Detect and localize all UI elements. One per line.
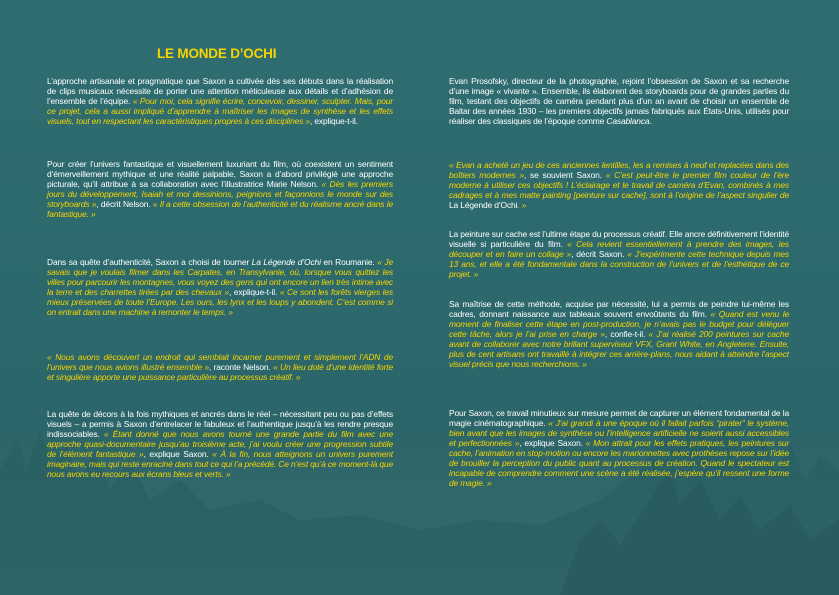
quote: « Dès les premiers jours du développement, Isaiah et moi dessinions, peignions et façonnions le monde sur des storyboards » — [47, 179, 393, 210]
quote: « Cela revient essentiellement à prendre des images, les découper et en faire un collage » — [449, 239, 789, 260]
text: en Roumanie. — [320, 257, 378, 267]
text: L’approche artisanale et pragmatique que Saxon a cultivée dès ses débuts dans la réalisation de clips musicaux nécessite de porter une attention méticuleuse aux détails et d’adhésion de l’ensemble de l’équipe. — [47, 76, 393, 107]
text: , explique-t-il. — [309, 116, 358, 127]
paragraph — [449, 299, 789, 369]
paragraph — [47, 76, 393, 126]
text: Evan Prosofsky, directeur de la photographie, rejoint l’obsession de Saxon et sa recherche d’une image « vivante ». Ensemble, ils élaborent des storyboards pour de grandes parties du film, testant des objectifs de caméra pendant plus d’un an avant de choisir un ensemble de Baltar des années 1930 – les premiers objectifs jamais fabriqués aux États-Unis, utilisés pour réaliser des classiques de l’époque comme — [449, 76, 789, 127]
text: , explique-t-il. — [228, 287, 280, 298]
text: Pour créer l’univers fantastique et visuellement luxuriant du film, où coexistent un sentiment d’émerveillement mythique et une réalité palpable, Saxon a d’abord privilégié une approche picturale, qu’il attribue à sa collaboration avec l’illustratrice Marie Nelson. — [47, 159, 393, 190]
quote: « Pour moi, cela signifie écrire, concevoir, dessiner, sculpter. Mais, pour ce projet, cela a aussi impliqué d’apprendre à maîtriser les images de synthèse et les effets visuels, tout en respectant les caractéristiques propres à ces disciplines » — [47, 96, 393, 127]
text: Sa maîtrise de cette méthode, acquise par nécessité, lui a permis de peindre lui-même les cadres, donnant naissance aux tableaux souvent envoûtants du film. — [449, 299, 789, 320]
film-title: La Légende d’Ochi — [449, 200, 518, 211]
quote: « J’expérimente cette technique depuis mes 13 ans, et elle a été fondamentale dans la construction de l’univers et de l’esthétique de ce projet. » — [449, 249, 789, 280]
film-title: Casablanca — [606, 116, 650, 127]
text: Pour Saxon, ce travail minutieux sur mesure permet de capturer un élément fondamental de la magie cinématographique. — [449, 408, 789, 429]
quote: « Evan a acheté un jeu de ces anciennes lentilles, les a remises à neuf et replacées dans des boîtiers modernes » — [449, 160, 789, 181]
quote: « Un lieu doté d’une identité forte et singulière apporte une puissance particulière au processus créatif. » — [47, 362, 393, 383]
paragraph — [449, 408, 789, 488]
paragraph — [47, 409, 393, 479]
paragraph — [47, 257, 393, 317]
quote: « Mon attrait pour les effets pratiques, les peintures sur cache, l’animation en stop-motion ou encore les marionnettes avec prothèses repose sur l’idée de brouiller la perception du public quant au processus de création. Quand le spectateur est incapable de comprendre comment une scène a été réalisée, j’espère qu’il ressent une forme de magie. » — [449, 438, 789, 489]
text: , explique Saxon. — [519, 438, 586, 449]
text: . — [649, 116, 652, 127]
text: Dans sa quête d’authenticité, Saxon a choisi de tourner — [47, 257, 252, 267]
section-title: LE MONDE D’OCHI — [157, 46, 277, 61]
quote: « J’ai réalisé 200 peintures sur cache avant de collaborer avec notre brillant superviseur VFX, Grant White, en Angleterre. Ensuite, plus de cent artisans ont travaillé à intégrer ces arrière-plans, nous aidant à atteindre l’aspect visuel précis que nous recherchions. » — [449, 329, 789, 370]
text: , confie-t-il. — [604, 329, 649, 340]
film-title: La Légende d’Ochi — [251, 257, 321, 267]
text: , se souvient Saxon. — [523, 170, 606, 181]
paragraph — [449, 76, 789, 126]
text: , explique Saxon. — [143, 449, 213, 460]
quote: « Il a cette obsession de l’authenticité et du réalisme ancré dans le fantastique. » — [47, 199, 393, 220]
paragraph — [449, 229, 789, 279]
quote-end: . » — [517, 200, 527, 211]
quote: « J’ai grandi à une époque où il fallait parfois “pirater” le système, bien avant que les images de synthèse ou l’intelligence artificielle ne soient aussi accessibles et perfectionnées » — [449, 418, 789, 449]
quote: « C’est peut-être le premier film couleur de l’ère moderne à utiliser ces objectifs ! L’éclairage et le travail de caméra d’Evan, combinés à mes cadrages et à mes matte painting [peinture sur cache], sont à l’origine de l’aspect singulier de — [449, 170, 789, 201]
quote: « Ce sont les forêts vierges les mieux préservées de toute l’Europe. Les ours, les lynx et les loups y abondent. C’est comme si on entrait dans une machine à remonter le temps. » — [47, 287, 393, 318]
text: La peinture sur cache est l’ultime étape du processus créatif. Elle ancre définitivement l’identité visuelle si particulière du film. — [449, 229, 789, 250]
text: , raconte Nelson. — [209, 362, 274, 373]
quote: « Quand est venu le moment de finaliser cette étape en post-production, je n’avais pas le budget pour déléguer cette tâche, alors je l’ai prise en charge » — [449, 309, 789, 340]
text: , décrit Saxon. — [571, 249, 628, 260]
quote: « Nous avons découvert un endroit qui semblait incarner purement et simplement l’ADN de l’univers que nous avions illustré ensemble » — [47, 352, 393, 373]
quote: « Je savais que je voulais filmer dans les Carpates, en Transylvanie, où, lorsque vous quittez les villes pour parcourir les montagnes, vous voyez des gens qui ont encore un lien très intime avec la terre et des charrettes tirées par des chevaux » — [47, 257, 393, 298]
quote: « Étant donné que nous avons tourné une grande partie du film avec une approche quasi-documentaire jusqu’au troisième acte, j’ai voulu créer une progression subtile de l’élément fantastique » — [47, 429, 393, 460]
text: , décrit Nelson. — [96, 199, 153, 210]
text: La quête de décors à la fois mythiques et ancrés dans le réel – nécessitant peu ou pas d’effets visuels – a permis à Saxon d’entrelacer le fabuleux et l’authentique jusqu’à les rendre presque indissociables. — [47, 409, 393, 440]
quote: « À la fin, nous atteignons un univers purement imaginaire, mais qui reste enraciné dans tout ce qui l’a précédé. Ce n’est qu’à ce moment-là que nous avons eu recours aux écrans bleus et verts. » — [47, 449, 393, 480]
paragraph — [47, 352, 393, 382]
paragraph — [449, 160, 789, 210]
paragraph — [47, 159, 393, 219]
